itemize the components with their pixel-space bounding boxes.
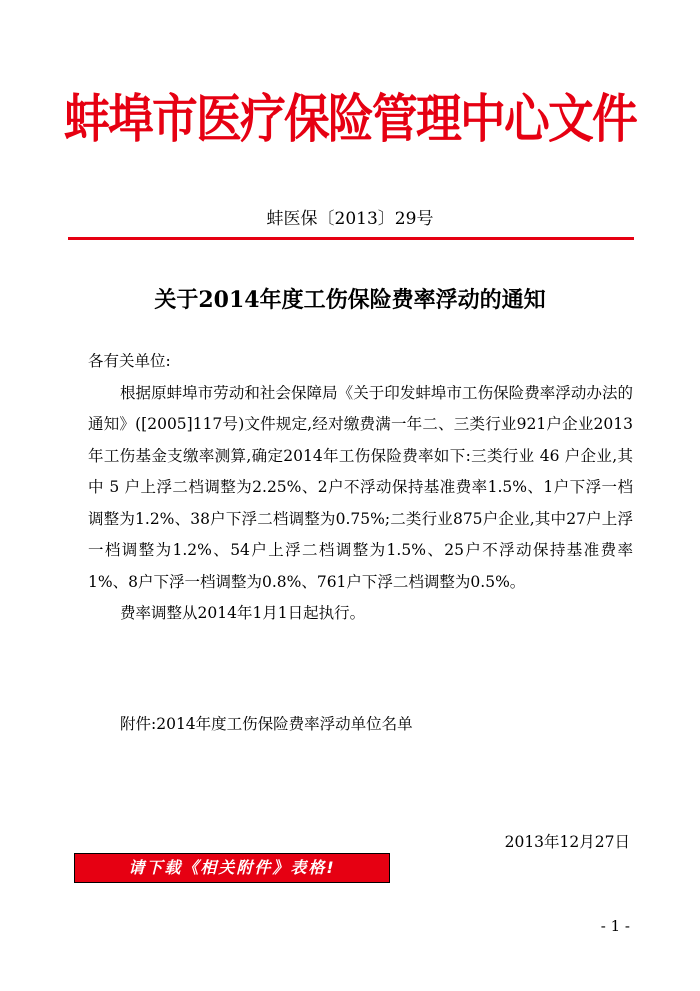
notice-title: 关于2014年度工伤保险费率浮动的通知: [154, 287, 546, 313]
effective-date-paragraph: 费率调整从2014年1月1日起执行。: [120, 604, 366, 622]
document-number: 蚌医保〔2013〕29号: [266, 209, 434, 229]
masthead-title: 蚌埠市医疗保险管理中心文件: [63, 90, 636, 150]
notice-body: [88, 346, 633, 630]
salutation: 各有关单位:: [88, 352, 171, 370]
download-attachment-link[interactable]: 请下载《相关附件》表格!: [74, 853, 390, 883]
header-divider: [68, 237, 634, 240]
body-paragraph: 根据原蚌埠市劳动和社会保障局《关于印发蚌埠市工伤保险费率浮动办法的通知》([2005]117号)文件规定,经对缴费满一年二、三类行业921户企业2013年工伤基金支缴率测算,确定2014年工伤保险费率如下:三类行业 46 户企业,其中 5 户上浮二档调整为2.25%、2户不浮动保持基准费率1.5%、1户下浮一档调整为1.2%、38户下浮二档调整为0.75%;二类行业875户企业,其中27户上浮一档调整为1.2%、54户上浮二档调整为1.5%、25户不浮动保持基准费率1%、8户下浮一档调整为0.8%、761户下浮二档调整为0.5%。: [88, 383, 633, 591]
attachment-line: 附件:2014年度工伤保险费率浮动单位名单: [120, 715, 413, 733]
issue-date: 2013年12月27日: [504, 833, 630, 851]
page-number: - 1 -: [600, 917, 630, 935]
